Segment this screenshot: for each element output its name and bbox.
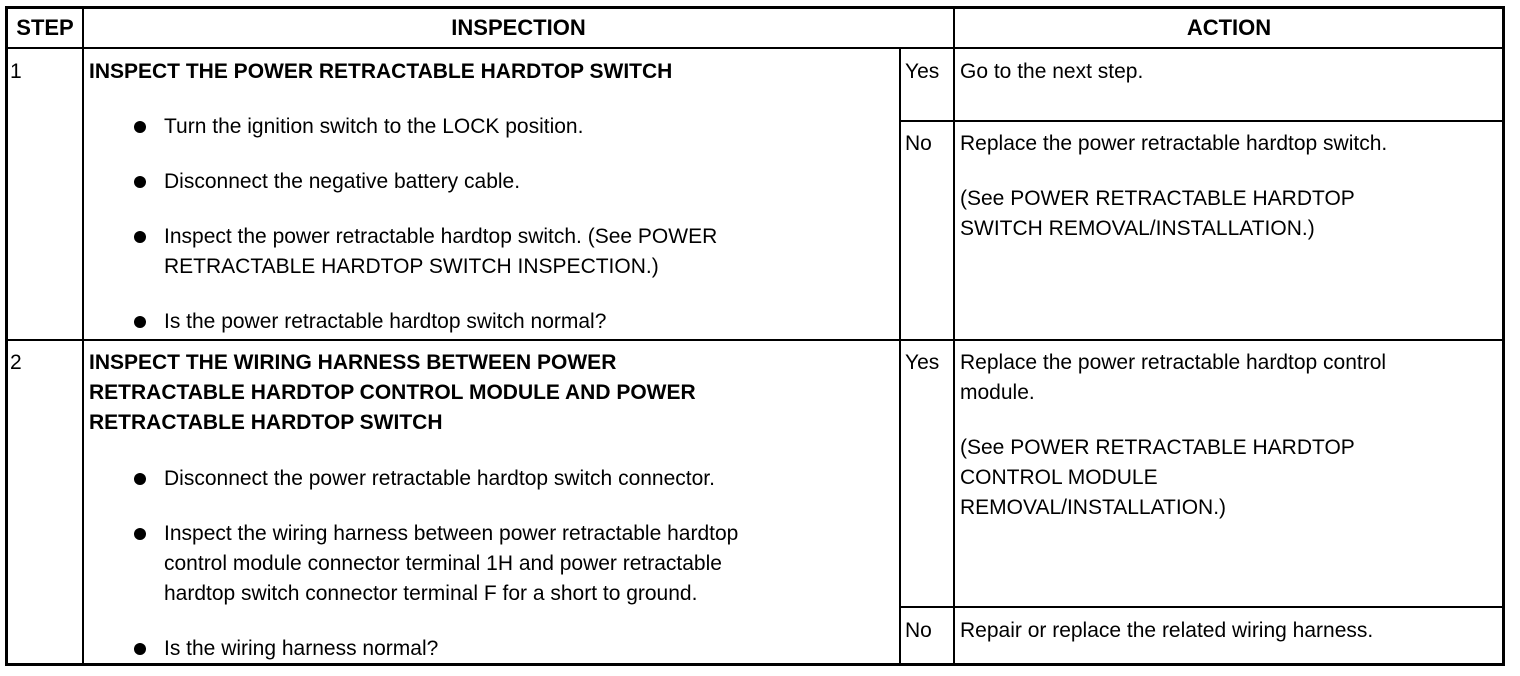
row-divider <box>5 339 1505 341</box>
inspection-bullet-cont: hardtop switch connector terminal F for a short to ground. <box>164 582 698 605</box>
inspection-bullet: Is the wiring harness normal? <box>164 637 439 660</box>
inspection-bullet: Inspect the wiring harness between power retractable hardtop <box>164 522 739 545</box>
bullet-icon <box>134 473 146 485</box>
header-step: STEP <box>16 15 74 40</box>
col-divider-action <box>953 6 955 666</box>
bullet-icon <box>134 643 146 655</box>
yes-no-divider-2 <box>899 606 1505 608</box>
inspection-title: INSPECT THE POWER RETRACTABLE HARDTOP SWITCH <box>89 60 673 83</box>
inspection-bullet-cont: control module connector terminal 1H and power retractable <box>164 552 722 575</box>
yes-action-cont: module. <box>960 381 1035 404</box>
yes-label: Yes <box>905 351 940 374</box>
bullet-icon <box>134 176 146 188</box>
yes-action-ref-cont: REMOVAL/INSTALLATION.) <box>960 496 1227 519</box>
yes-label: Yes <box>905 60 940 83</box>
bullet-icon <box>134 231 146 243</box>
col-divider-step <box>82 6 84 666</box>
no-action: Repair or replace the related wiring harness. <box>960 619 1374 642</box>
col-divider-yesno <box>899 48 901 666</box>
no-action-ref-cont: SWITCH REMOVAL/INSTALLATION.) <box>960 217 1315 240</box>
bullet-icon <box>134 528 146 540</box>
no-label: No <box>905 619 932 642</box>
inspection-bullet: Inspect the power retractable hardtop switch. (See POWER <box>164 225 718 248</box>
inspection-title-cont: RETRACTABLE HARDTOP CONTROL MODULE AND POWER <box>89 381 696 404</box>
no-action-ref: (See POWER RETRACTABLE HARDTOP <box>960 187 1355 210</box>
inspection-title: INSPECT THE WIRING HARNESS BETWEEN POWER <box>89 351 617 374</box>
inspection-title-cont: RETRACTABLE HARDTOP SWITCH <box>89 411 443 434</box>
yes-action: Go to the next step. <box>960 60 1144 83</box>
inspection-bullet: Turn the ignition switch to the LOCK position. <box>164 115 584 138</box>
step-number: 2 <box>10 351 22 374</box>
header-inspection: INSPECTION <box>451 15 586 40</box>
no-label: No <box>905 132 932 155</box>
inspection-bullet: Disconnect the power retractable hardtop switch connector. <box>164 467 715 490</box>
inspection-bullet: Is the power retractable hardtop switch normal? <box>164 310 607 333</box>
bullet-icon <box>134 121 146 133</box>
no-action: Replace the power retractable hardtop switch. <box>960 132 1388 155</box>
yes-action: Replace the power retractable hardtop control <box>960 351 1387 374</box>
header-divider <box>5 47 1505 49</box>
header-action: ACTION <box>1186 15 1272 40</box>
yes-no-divider-1 <box>899 120 1505 122</box>
bullet-icon <box>134 316 146 328</box>
yes-action-ref: (See POWER RETRACTABLE HARDTOP <box>960 436 1355 459</box>
yes-action-ref-cont: CONTROL MODULE <box>960 466 1158 489</box>
inspection-bullet: Disconnect the negative battery cable. <box>164 170 521 193</box>
step-number: 1 <box>10 60 22 83</box>
inspection-bullet-cont: RETRACTABLE HARDTOP SWITCH INSPECTION.) <box>164 255 659 278</box>
